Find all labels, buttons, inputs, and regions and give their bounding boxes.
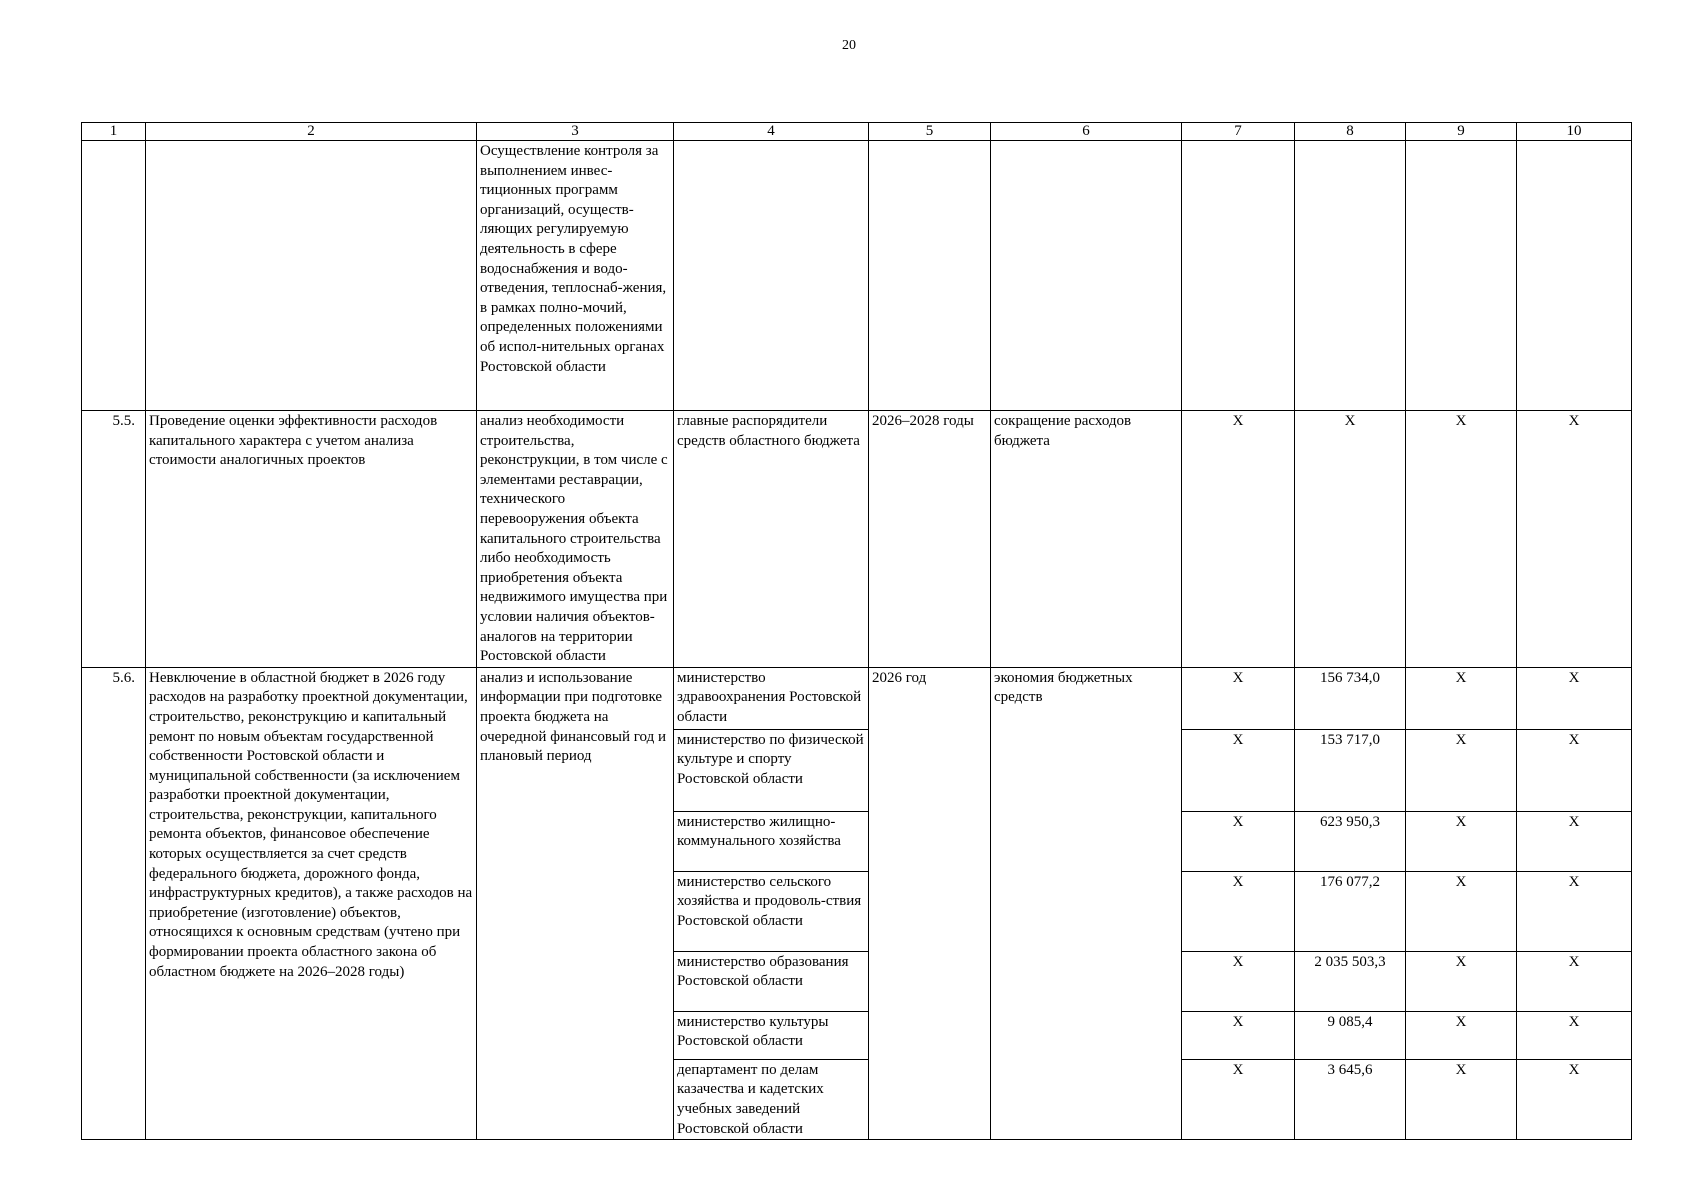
column-header: 6 — [991, 123, 1182, 141]
col8-cell: 623 950,3 — [1295, 811, 1406, 871]
mechanism-cell: анализ и использование информации при подготовке проекта бюджета на очередной финансовый год и плановый период — [477, 667, 674, 1139]
column-header: 9 — [1406, 123, 1517, 141]
col7-cell: Х — [1182, 667, 1295, 729]
col10-cell: Х — [1517, 1059, 1632, 1139]
term-cell: 2026–2028 годы — [869, 411, 991, 668]
empty-cell — [991, 141, 1182, 411]
col9-cell: Х — [1406, 667, 1517, 729]
column-header: 7 — [1182, 123, 1295, 141]
result-cell: экономия бюджетных средств — [991, 667, 1182, 1139]
col7-cell: Х — [1182, 1059, 1295, 1139]
col10-cell: Х — [1517, 871, 1632, 951]
col9-cell: Х — [1406, 411, 1517, 668]
column-header: 10 — [1517, 123, 1632, 141]
col8-cell: 176 077,2 — [1295, 871, 1406, 951]
executor-cell: министерство сельского хозяйства и продоволь-ствия Ростовской области — [674, 871, 869, 951]
col8-cell: 156 734,0 — [1295, 667, 1406, 729]
empty-cell — [1517, 141, 1632, 411]
col10-cell: Х — [1517, 667, 1632, 729]
col7-cell: Х — [1182, 871, 1295, 951]
row-number: 5.5. — [82, 411, 146, 668]
executor-cell: министерство здравоохранения Ростовской области — [674, 667, 869, 729]
executor-cell: министерство культуры Ростовской области — [674, 1011, 869, 1059]
col8-cell: Х — [1295, 411, 1406, 668]
row-number: 5.6. — [82, 667, 146, 1139]
col7-cell: Х — [1182, 811, 1295, 871]
empty-cell — [1406, 141, 1517, 411]
continuation-row — [82, 141, 1632, 411]
col10-cell: Х — [1517, 811, 1632, 871]
executor-cell: главные распорядители средств областного бюджета — [674, 411, 869, 668]
col9-cell: Х — [1406, 871, 1517, 951]
col10-cell: Х — [1517, 1011, 1632, 1059]
col7-cell: Х — [1182, 411, 1295, 668]
col9-cell: Х — [1406, 951, 1517, 1011]
measure-name: Невключение в областной бюджет в 2026 году расходов на разработку проектной документации, строительство, реконструкцию и капитальный ремонт по новым объектам государственной собственности Ростовской области и муниципальной собственности (за исключением разработки проектной документации, строительства, реконструкции, капитального ремонта объектов, финансовое обеспечение которых осуществляется за счет средств федерального бюджета, дорожного фонда, инфраструктурных кредитов), а также расходов на приобретение (изготовление) объектов, относящихся к основным средствам (учтено при формировании проекта областного закона об областном бюджете на 2026–2028 годы) — [146, 667, 477, 1139]
col8-cell: 3 645,6 — [1295, 1059, 1406, 1139]
col7-cell: Х — [1182, 951, 1295, 1011]
result-cell: сокращение расходов бюджета — [991, 411, 1182, 668]
col10-cell: Х — [1517, 411, 1632, 668]
empty-cell — [1295, 141, 1406, 411]
table-row-5-5 — [82, 411, 1632, 668]
column-header: 8 — [1295, 123, 1406, 141]
col9-cell: Х — [1406, 811, 1517, 871]
term-cell: 2026 год — [869, 667, 991, 1139]
column-header: 4 — [674, 123, 869, 141]
mechanism-cell: анализ необходимости строительства, реконструкции, в том числе с элементами реставрации, технического перевооружения объекта капитального строительства либо необходимость приобретения объекта недвижимого имущества при условии наличия объектов-аналогов на территории Ростовской области — [477, 411, 674, 668]
executor-cell: министерство образования Ростовской области — [674, 951, 869, 1011]
column-header: 5 — [869, 123, 991, 141]
empty-cell — [674, 141, 869, 411]
col7-cell: Х — [1182, 1011, 1295, 1059]
col8-cell: 2 035 503,3 — [1295, 951, 1406, 1011]
col10-cell: Х — [1517, 729, 1632, 811]
col7-cell: Х — [1182, 729, 1295, 811]
col9-cell: Х — [1406, 1011, 1517, 1059]
col8-cell: 9 085,4 — [1295, 1011, 1406, 1059]
column-number-row — [82, 123, 1632, 141]
empty-cell — [1182, 141, 1295, 411]
col8-cell: 153 717,0 — [1295, 729, 1406, 811]
executor-cell: министерство жилищно-коммунального хозяйства — [674, 811, 869, 871]
column-header: 3 — [477, 123, 674, 141]
column-header: 2 — [146, 123, 477, 141]
empty-cell — [146, 141, 477, 411]
col9-cell: Х — [1406, 729, 1517, 811]
col10-cell: Х — [1517, 951, 1632, 1011]
empty-cell — [82, 141, 146, 411]
executor-cell: министерство по физической культуре и спорту Ростовской области — [674, 729, 869, 811]
empty-cell — [869, 141, 991, 411]
executor-cell: департамент по делам казачества и кадетских учебных заведений Ростовской области — [674, 1059, 869, 1139]
column-header: 1 — [82, 123, 146, 141]
col9-cell: Х — [1406, 1059, 1517, 1139]
page-number: 20 — [842, 38, 856, 53]
measure-name: Проведение оценки эффективности расходов капитального характера с учетом анализа стоимости аналогичных проектов — [146, 411, 477, 668]
measures-table — [81, 122, 1632, 1140]
table-row-5-6 — [82, 667, 1632, 729]
mechanism-cell: Осуществление контроля за выполнением инвес-тиционных программ организаций, осуществ-ляющих регулируемую деятельность в сфере водоснабжения и водо-отведения, теплоснаб-жения, в рамках полно-мочий, определенных положениями об испол-нительных органах Ростовской области — [477, 141, 674, 411]
